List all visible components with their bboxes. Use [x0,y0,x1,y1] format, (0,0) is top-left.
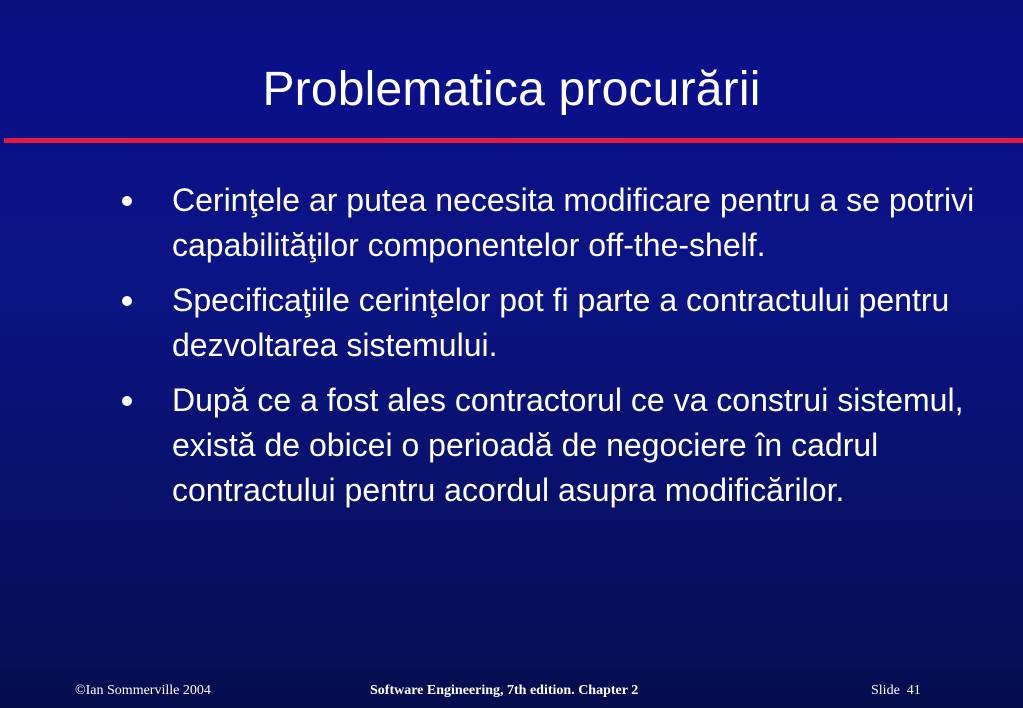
bullet-text: Cerinţele ar putea necesita modificare pentru a se potrivi capabilităţilor componentelor off-the-shelf. [172,182,975,263]
bullet-dot-icon [122,296,132,306]
bullet-item [116,278,976,368]
slide-footer [0,680,1023,702]
footer-copyright: ©Ian Sommerville 2004 [75,683,211,698]
footer-slide-number: Slide 41 [871,683,921,698]
slide-title: Problematica procurării [262,63,761,116]
title-divider [4,138,1023,143]
bullet-text: După ce a fost ales contractorul ce va construi sistemul, există de obicei o perioadă de negociere în cadrul contractului pentru acordul asupra modificărilor. [172,382,964,508]
bullet-text: Specificaţiile cerinţelor pot fi parte a contractului pentru dezvoltarea sistemului. [172,282,950,363]
footer-book-title: Software Engineering, 7th edition. Chapter 2 [370,683,639,698]
bullet-item [116,378,976,513]
bullet-list [116,178,976,523]
bullet-item [116,178,976,268]
bullet-dot-icon [122,196,132,206]
bullet-dot-icon [122,396,132,406]
